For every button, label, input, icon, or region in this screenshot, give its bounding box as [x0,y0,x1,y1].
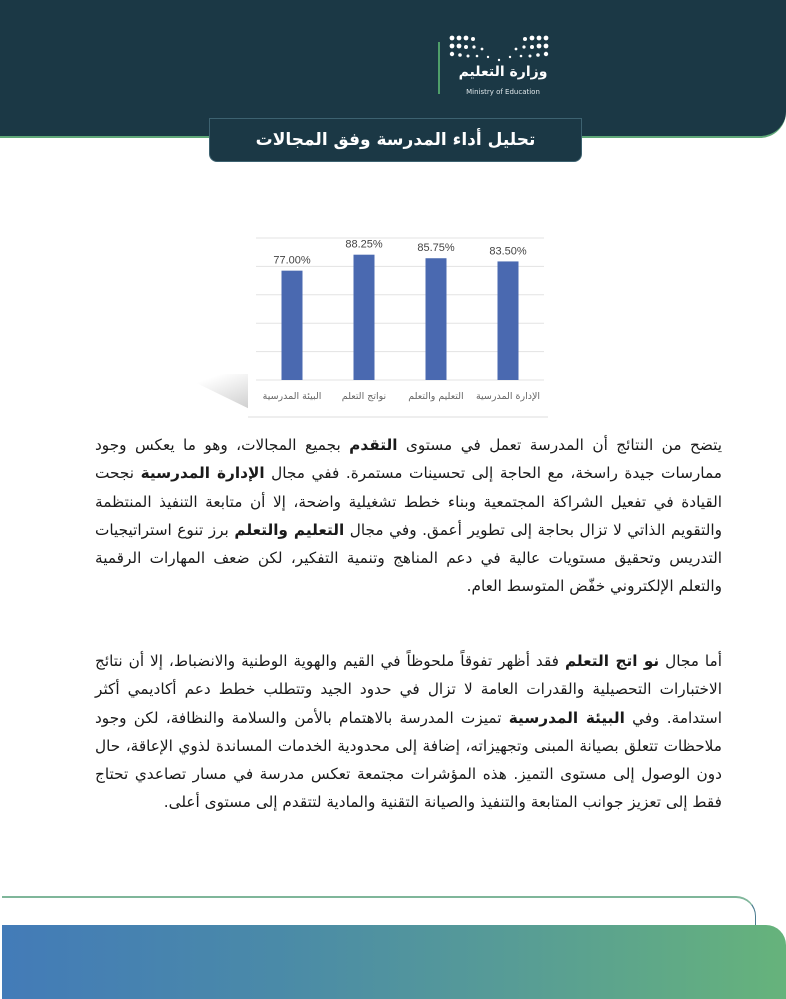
page-footer [2,925,786,999]
bold-term: نو اتج التعلم [564,652,660,670]
category-label: البيئة المدرسية [262,391,322,402]
footer-divider [2,896,756,926]
page-title: تحليل أداء المدرسة وفق المجالات [209,118,582,162]
logo-arabic-text: وزارة التعليم [458,64,548,80]
category-label: نواتج التعلم [341,391,387,402]
bar [426,258,447,380]
bar [354,255,375,380]
text-segment: برز تنوع استراتيجيات التدريس وتحقيق مستويات عالية في دعم المناهج وتنمية التفكير، لكن ضعف المهارات الرقمية والتعلم الإلكتروني خفّض المتوسط العام. [95,520,722,596]
paragraph-2 [95,647,722,817]
bar-chart [248,228,548,418]
logo-dots-icon [446,34,556,64]
bar [282,271,303,380]
text-segment: يتضح من النتائج أن المدرسة تعمل في مستوى [397,436,722,454]
data-label: 85.75% [417,242,455,255]
bar [498,261,519,380]
bold-term: البيئة المدرسية [508,708,625,727]
text-segment: فقد أظهر تفوقاً ملحوظاً في القيم والهوية الوطنية والانضباط، إلا أن نتائج الاختبارات التحصيلية والقدرات العامة لا تزال في حدود الجيد وتتطلب خطط دعم أكاديمي أكثر استدامة. وفي [95,652,722,727]
bold-term: الإدارة المدرسية [140,464,265,483]
logo-divider [438,42,440,94]
data-label: 77.00% [273,254,311,267]
category-label: الإدارة المدرسية [475,391,541,402]
bold-term: التقدم [349,436,398,454]
text-segment: تميزت المدرسة بالاهتمام بالأمن والسلامة والنظافة، لكن وجود ملاحظات تتعلق بصيانة المبنى وتجهيزاته، إضافة إلى محدودية الخدمات المساندة لذوي الإعاقة، حال دون الوصول إلى مستوى التميز. هذه المؤشرات مجتمعة تعكس مدرسة في مسار تصاعدي تحتاج فقط إلى تعزيز جوانب المتابعة والتنفيذ والصيانة التقنية والمادية لتتقدم إلى مستوى أعلى. [95,708,722,812]
paragraph-1 [95,431,722,601]
bold-term: التعليم والتعلم [234,520,345,539]
data-label: 83.50% [489,245,527,258]
text-segment: بجميع المجالات، وهو ما يعكس وجود ممارسات جيدة راسخة، مع الحاجة إلى تحسينات مستمرة. ففي مجال [95,436,723,483]
text-segment: أما مجال [659,652,722,670]
category-label: التعليم والتعلم [408,391,464,402]
logo-english-text: Ministry of Education [466,88,540,96]
text-segment: نجحت القيادة في تفعيل الشراكة المجتمعية وبناء خطط تشغيلية واضحة، إلا أن متابعة التنفيذ المنتظمة والتقويم الذاتي لا تزال بحاجة إلى تطوير أعمق. وفي مجال [95,464,722,539]
data-label: 88.25% [345,238,383,251]
ministry-logo [438,34,558,104]
